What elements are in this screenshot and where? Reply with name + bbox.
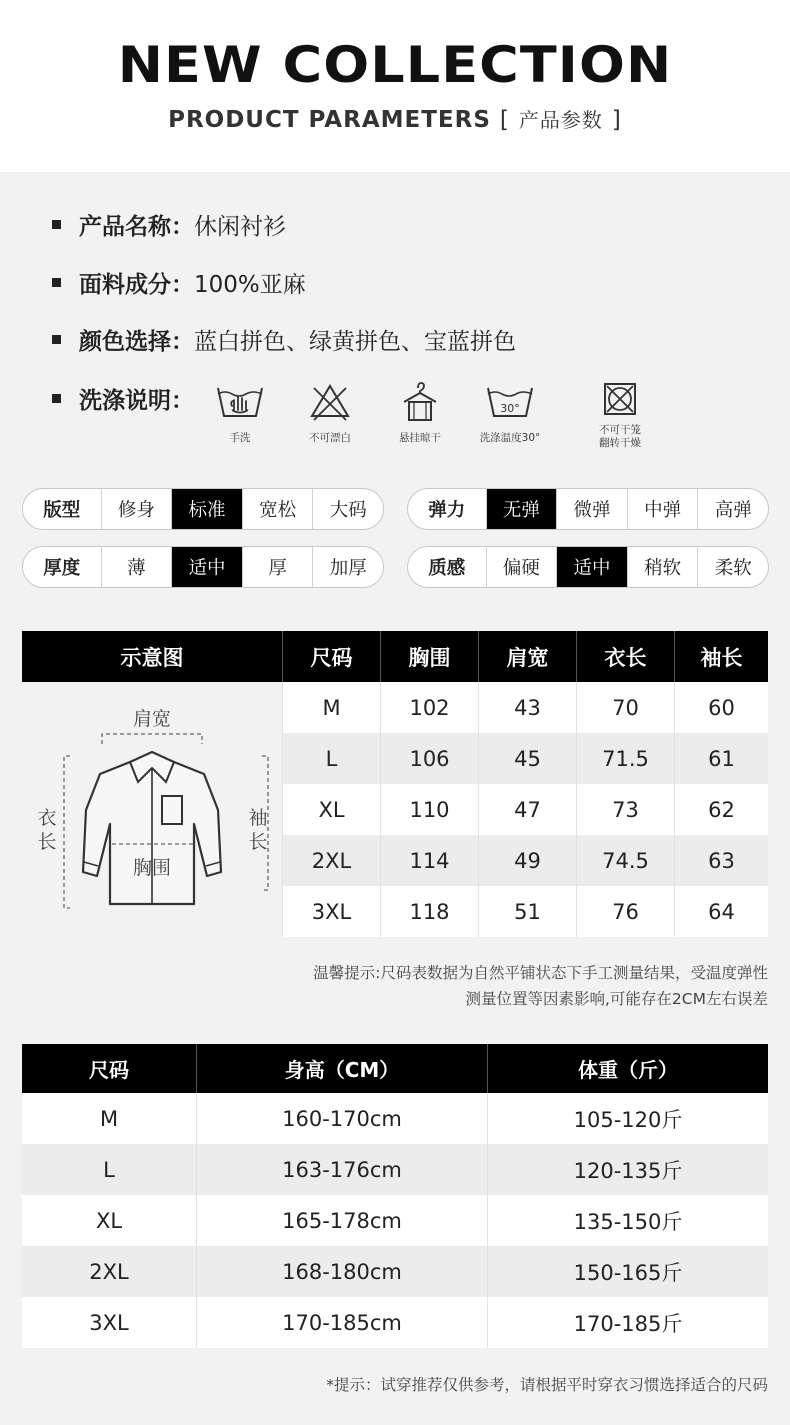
attr-thickness-label: 厚度 (43, 558, 81, 579)
size-table-cell: 3XL (282, 886, 380, 937)
subtitle-text: PRODUCT PARAMETERS (168, 107, 491, 133)
size-table-cell: 45 (478, 733, 576, 784)
param-label: 面料成分： (79, 271, 194, 298)
care-wash-30 (470, 380, 550, 445)
label-sleeve-1: 袖 (248, 807, 268, 829)
recommend-table-header (22, 1044, 768, 1093)
recommend-table-cell: 170-185斤 (487, 1297, 768, 1348)
recommend-table-cell: 3XL (89, 1310, 129, 1335)
label-chest: 胸围 (132, 857, 172, 879)
size-table-cell: 64 (674, 886, 768, 937)
attr-fit-option[interactable]: 修身 (101, 489, 172, 529)
bullet-square (52, 335, 61, 344)
param-washing (52, 382, 194, 414)
recommend-table-cell: 2XL (89, 1259, 129, 1284)
recommend-table-row (22, 1144, 768, 1195)
size-table-row (282, 784, 768, 835)
size-table-cell: 102 (380, 682, 478, 733)
size-table-row (282, 682, 768, 733)
recommend-table-row (22, 1195, 768, 1246)
attr-fit-option-selected[interactable]: 标准 (171, 489, 242, 529)
recommend-table-cell: XL (95, 1208, 123, 1233)
care-icons (200, 380, 670, 460)
rec-header-size: 尺码 (89, 1058, 129, 1082)
care-caption-line1: 不可干笼 (599, 424, 641, 436)
care-caption-line2: 翻转干燥 (599, 437, 641, 449)
size-table-row (282, 886, 768, 937)
bullet-square (52, 278, 61, 287)
size-table-cell: 49 (478, 835, 576, 886)
size-table-cell: 118 (380, 886, 478, 937)
no-tumble-dry-icon (592, 380, 648, 416)
attr-fit-label: 版型 (43, 500, 81, 521)
shirt-diagram (22, 682, 282, 937)
attr-thickness-option[interactable]: 厚 (242, 547, 313, 587)
care-no-tumble (580, 380, 660, 450)
size-table-cell: 43 (478, 682, 576, 733)
attr-elasticity (407, 488, 769, 530)
recommend-table-row (22, 1297, 768, 1348)
attr-thickness-option[interactable]: 薄 (101, 547, 172, 587)
attr-elasticity-label: 弹力 (428, 500, 466, 521)
size-table-cell: 47 (478, 784, 576, 835)
attr-texture-label: 质感 (428, 558, 466, 579)
recommend-table-row (22, 1093, 768, 1144)
recommend-table-row (22, 1246, 768, 1297)
size-table-cell: 114 (380, 835, 478, 886)
bracket-close: ] (611, 107, 622, 133)
care-caption (580, 424, 660, 450)
header-size: 尺码 (282, 631, 380, 682)
no-bleach-icon (302, 380, 358, 424)
recommend-table-cell: 160-170cm (196, 1093, 487, 1144)
header-banner (0, 0, 790, 172)
param-value: 蓝白拼色、绿黄拼色、宝蓝拼色 (194, 328, 516, 355)
size-table-cell: M (282, 682, 380, 733)
size-table-cell: 76 (576, 886, 674, 937)
attr-thickness (22, 546, 384, 588)
recommend-table-cell: M (99, 1106, 119, 1131)
page-subtitle (0, 104, 790, 133)
bullet-square (52, 394, 61, 403)
attr-texture-option-selected[interactable]: 适中 (556, 547, 627, 587)
header-diagram: 示意图 (120, 645, 184, 670)
size-table-cell: 73 (576, 784, 674, 835)
footer-tip: *提示：试穿推荐仅供参考，请根据平时穿衣习惯选择适合的尺码 (326, 1376, 768, 1394)
size-table-cell: 63 (674, 835, 768, 886)
param-fabric (52, 266, 306, 298)
care-hand-wash (200, 380, 280, 445)
attr-elasticity-option[interactable]: 高弹 (697, 489, 768, 529)
param-label: 产品名称： (79, 213, 194, 240)
size-table-cell: 70 (576, 682, 674, 733)
param-value: 100%亚麻 (194, 271, 306, 298)
param-label: 颜色选择： (79, 328, 194, 355)
header-length: 衣长 (576, 631, 674, 682)
attr-texture-option[interactable]: 偏硬 (486, 547, 557, 587)
header-chest: 胸围 (380, 631, 478, 682)
size-table-row (282, 733, 768, 784)
notice-line-2: 测量位置等因素影响,可能存在2CM左右误差 (465, 990, 768, 1008)
size-table-cell: XL (282, 784, 380, 835)
bullet-square (52, 220, 61, 229)
attr-thickness-option-selected[interactable]: 适中 (171, 547, 242, 587)
recommend-table-cell: 165-178cm (196, 1195, 487, 1246)
size-table-cell: 51 (478, 886, 576, 937)
rec-header-weight: 体重（斤） (487, 1044, 768, 1093)
size-table-cell: 60 (674, 682, 768, 733)
attr-texture-option[interactable]: 稍软 (627, 547, 698, 587)
size-table-cell: 110 (380, 784, 478, 835)
header-shoulder: 肩宽 (478, 631, 576, 682)
label-length-2: 长 (37, 831, 57, 853)
size-table-cell: 62 (674, 784, 768, 835)
size-table-cell: 71.5 (576, 733, 674, 784)
label-length-1: 衣 (37, 807, 57, 829)
recommend-table-cell: 105-120斤 (487, 1093, 768, 1144)
size-table-cell: 2XL (282, 835, 380, 886)
attr-elasticity-option-selected[interactable]: 无弹 (486, 489, 557, 529)
attr-fit-option[interactable]: 宽松 (242, 489, 313, 529)
subtitle-cn: 产品参数 (518, 108, 603, 132)
page-title: NEW COLLECTION (117, 36, 673, 94)
attr-texture (407, 546, 769, 588)
care-caption: 手洗 (229, 432, 251, 444)
recommend-table-cell: 163-176cm (196, 1144, 487, 1195)
attr-thickness-option[interactable]: 加厚 (312, 547, 383, 587)
size-table-cell: 106 (380, 733, 478, 784)
size-table-cell: 61 (674, 733, 768, 784)
attr-texture-option[interactable]: 柔软 (697, 547, 768, 587)
size-table-cell: L (282, 733, 380, 784)
care-no-bleach (290, 380, 370, 445)
param-colors (52, 323, 516, 355)
label-sleeve-2: 长 (248, 831, 268, 853)
hand-wash-icon (212, 380, 268, 424)
wash-30-icon (482, 380, 538, 424)
shirt-diagram-svg (22, 682, 282, 937)
size-table-row (282, 835, 768, 886)
attr-elasticity-option[interactable]: 微弹 (556, 489, 627, 529)
wash-temp-text: 30° (500, 402, 520, 415)
care-hang-dry (380, 380, 460, 445)
param-value: 休闲衬衫 (194, 213, 286, 240)
attr-elasticity-option[interactable]: 中弹 (627, 489, 698, 529)
rec-header-height: 身高（CM） (196, 1044, 487, 1093)
recommend-table-cell: 120-135斤 (487, 1144, 768, 1195)
param-product-name (52, 208, 286, 240)
recommend-table-cell: 135-150斤 (487, 1195, 768, 1246)
hang-dry-icon (392, 380, 448, 424)
recommend-table-cell: 170-185cm (196, 1297, 487, 1348)
care-caption: 悬挂晾干 (399, 432, 441, 444)
recommend-table-cell: 150-165斤 (487, 1246, 768, 1297)
bracket-open: [ (499, 107, 510, 133)
attr-fit-option[interactable]: 大码 (312, 489, 383, 529)
label-shoulder: 肩宽 (132, 708, 172, 730)
recommend-table-cell: 168-180cm (196, 1246, 487, 1297)
notice-line-1: 温馨提示:尺码表数据为自然平铺状态下手工测量结果，受温度弹性 (313, 964, 768, 982)
size-table-cell: 74.5 (576, 835, 674, 886)
param-label: 洗涤说明： (79, 387, 194, 414)
size-table-header (22, 631, 768, 682)
recommend-table-cell: L (103, 1157, 115, 1182)
attr-fit (22, 488, 384, 530)
header-sleeve: 袖长 (674, 631, 768, 682)
care-caption: 洗涤温度30° (479, 432, 541, 444)
care-caption: 不可漂白 (309, 432, 351, 444)
